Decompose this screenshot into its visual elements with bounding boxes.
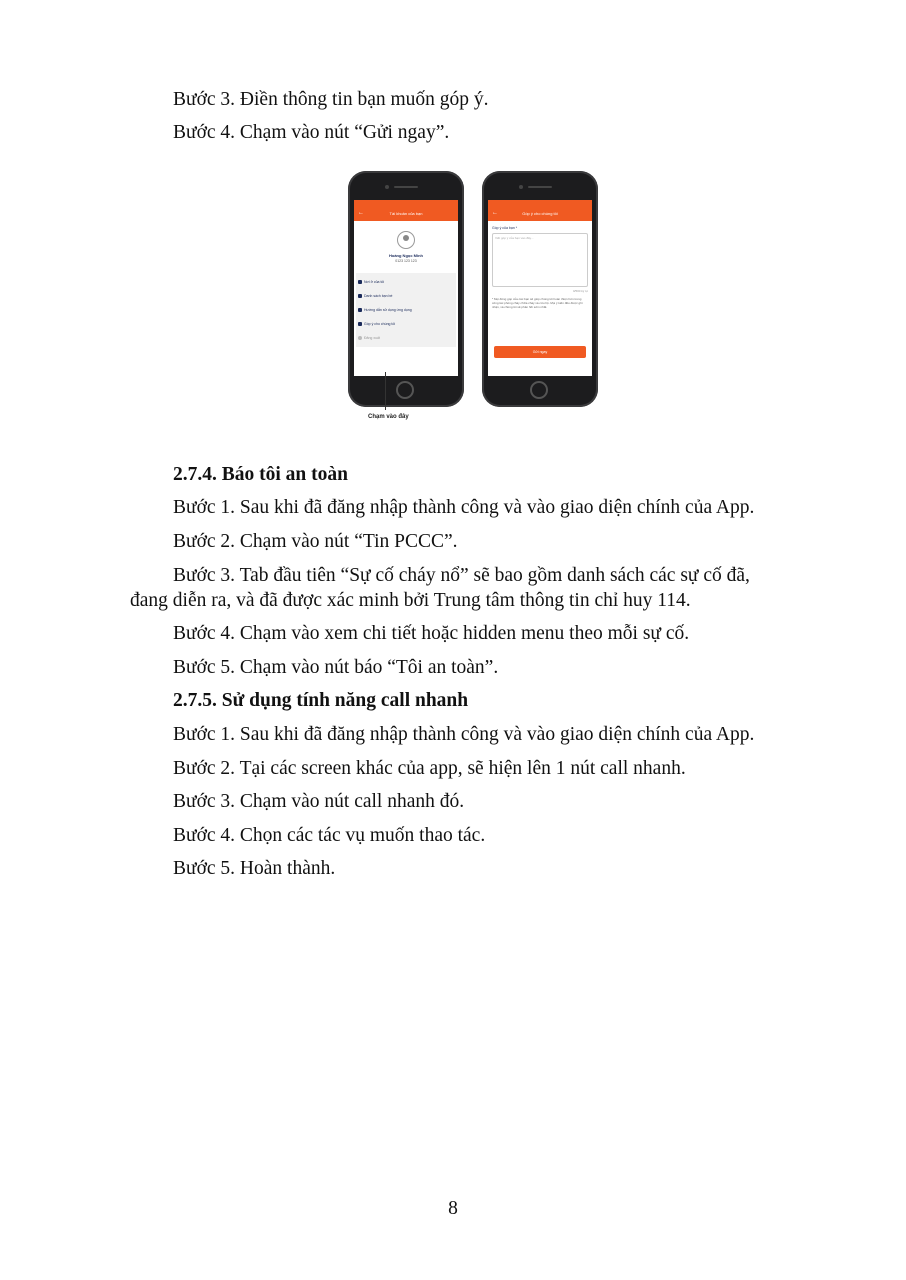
user-name: Hoàng Ngọc Minh [389, 253, 423, 258]
back-arrow-icon: ← [358, 210, 364, 216]
step-line: Bước 2. Chạm vào nút “Tin PCCC”. [173, 531, 458, 552]
phone-mockup-feedback [482, 171, 598, 407]
back-arrow-icon: ← [492, 210, 498, 216]
app-bar-title: Tài khoản của bạn [389, 211, 423, 216]
menu-item-home: Nơi ở của tôi [356, 275, 456, 289]
menu-item-logout: Đăng xuất [356, 331, 456, 345]
home-button [530, 381, 548, 399]
menu-item-guide: Hướng dẫn sử dụng ứng dụng [356, 303, 456, 317]
phone-screen [488, 200, 592, 376]
step-line: Bước 5. Hoàn thành. [173, 858, 336, 879]
feedback-label: Góp ý của bạn * [492, 226, 518, 230]
camera-dot [519, 185, 523, 189]
send-now-button: Gửi ngay [494, 346, 586, 358]
step-line: Bước 3. Tab đầu tiên “Sự cố cháy nổ” sẽ bao gồm danh sách các sự cố đã, [173, 565, 750, 586]
step-line: Bước 3. Chạm vào nút call nhanh đó. [173, 791, 465, 812]
avatar [397, 231, 415, 249]
camera-dot [385, 185, 389, 189]
step-line: Bước 1. Sau khi đã đăng nhập thành công và vào giao diện chính của App. [173, 724, 755, 745]
step-line: Bước 4. Chạm vào xem chi tiết hoặc hidden menu theo mỗi sự cố. [173, 623, 690, 644]
speaker-slot [528, 186, 552, 188]
menu-item-friends: Danh sách bạn bè [356, 289, 456, 303]
figure-caption: Chạm vào đây [368, 414, 409, 420]
pointer-arrow [385, 372, 386, 410]
app-bar [354, 206, 458, 221]
home-button [396, 381, 414, 399]
app-bar-title: Góp ý cho chúng tôi [522, 211, 558, 216]
step-line: Bước 1. Sau khi đã đăng nhập thành công và vào giao diện chính của App. [173, 497, 755, 518]
step-line: Bước 5. Chạm vào nút báo “Tôi an toàn”. [173, 657, 499, 678]
page-number: 8 [448, 1198, 458, 1219]
char-count: 0/500 ký tự [572, 289, 588, 293]
feedback-textarea: Viết góp ý của bạn vào đây... [492, 233, 588, 287]
step-line: đang diễn ra, và đã được xác minh bởi Trung tâm thông tin chỉ huy 114. [130, 590, 691, 611]
section-heading: 2.7.5. Sử dụng tính năng call nhanh [173, 690, 469, 711]
section-heading: 2.7.4. Báo tôi an toàn [173, 464, 348, 485]
user-phone: 0123 123 123 [395, 259, 417, 263]
feedback-note: * Mọi đóng góp của các bạn sẽ giúp chúng tôi hoàn thiện hơn trong công tác phòng cháy chữa cháy và cứu hộ. Mọi ý kiến đều được ghi nhận, và chúng tôi sẽ phản hồi sớm nhất. [492, 297, 583, 309]
menu-item-feedback: Góp ý cho chúng tôi [356, 317, 456, 331]
speaker-slot [394, 186, 418, 188]
phone-mockup-account [348, 171, 464, 407]
account-menu [356, 273, 456, 347]
step-line: Bước 3. Điền thông tin bạn muốn góp ý. [173, 89, 489, 110]
step-line: Bước 4. Chọn các tác vụ muốn thao tác. [173, 825, 486, 846]
app-bar [488, 206, 592, 221]
phone-screen [354, 200, 458, 376]
step-line: Bước 2. Tại các screen khác của app, sẽ hiện lên 1 nút call nhanh. [173, 758, 686, 779]
step-line: Bước 4. Chạm vào nút “Gửi ngay”. [173, 122, 450, 143]
